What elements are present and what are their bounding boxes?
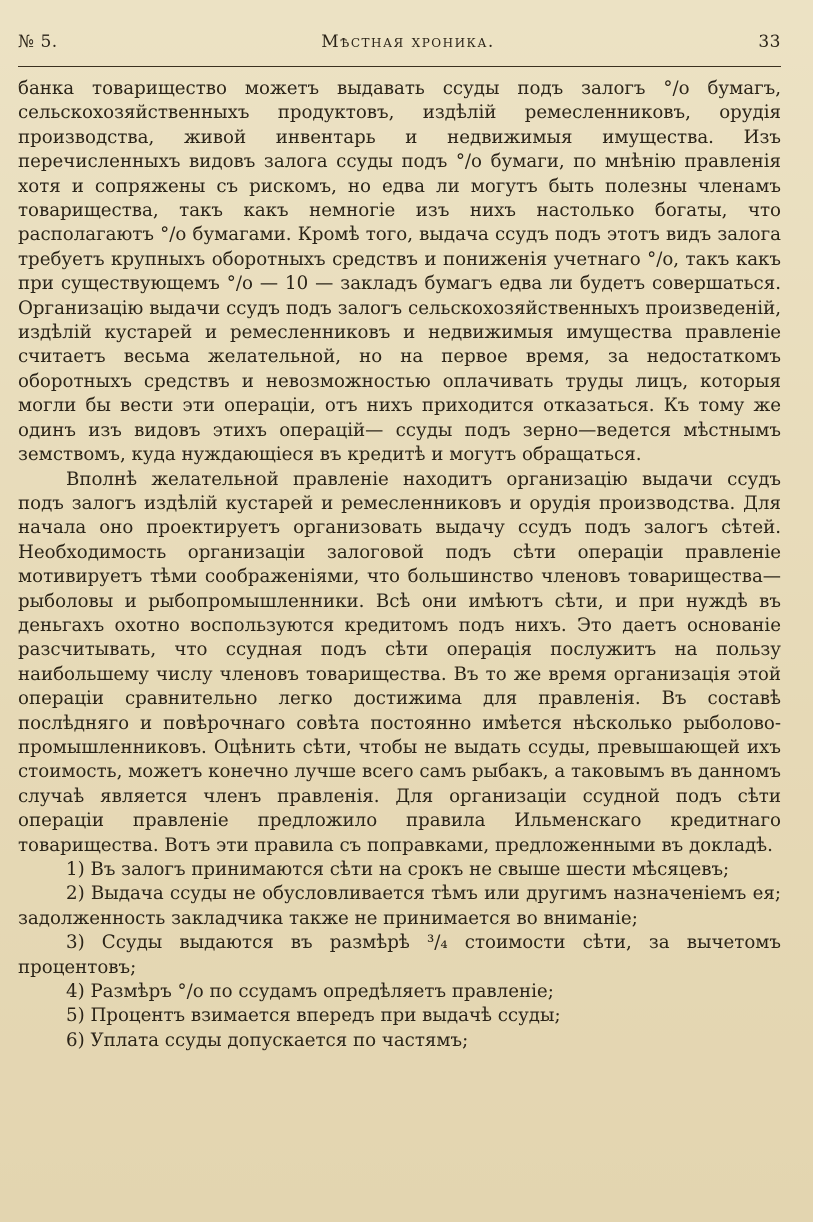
article-body xyxy=(18,77,781,1053)
section-title: Мѣстная хроника. xyxy=(321,32,495,52)
paragraph: Вполнѣ желательной правленіе находитъ организацію выдачи ссудъ подъ залогъ издѣлій кустарей и ремесленниковъ и орудія производства. Для начала оно проектируетъ организовать выдачу ссудъ подъ залогъ сѣтей. Необходимость организаціи залоговой подъ сѣти операціи правленіе мотивируетъ тѣми соображеніями, что большинство членовъ товарищества—рыболовы и рыбопромышленники. Всѣ они имѣютъ сѣти, и при нуждѣ въ деньгахъ охотно воспользуются кредитомъ подъ нихъ. Это даетъ основаніе разсчитывать, что ссудная подъ сѣти операція послужитъ на пользу наибольшему числу членовъ товарищества. Въ то же время организація этой операціи сравнительно легко достижима для правленія. Въ составѣ послѣдняго и повѣрочнаго совѣта постоянно имѣется нѣсколько рыболово-промышленниковъ. Оцѣнить сѣти, чтобы не выдать ссуды, превышающей ихъ стоимость, можетъ конечно лучше всего самъ рыбакъ, а таковымъ въ данномъ случаѣ является членъ правленія. Для организаціи ссудной подъ сѣти операціи правленіе предложило правила Ильменскаго кредитнаго товарищества. Вотъ эти правила съ поправками, предложенными въ докладѣ. xyxy=(18,468,781,856)
paragraph-continued: банка товарищество можетъ выдавать ссуды подъ залогъ °/о бумагъ, сельскохозяйственныхъ продуктовъ, издѣлій ремесленниковъ, орудія производства, живой инвентарь и недвижимыя имущества. Изъ перечисленныхъ видовъ залога ссуды подъ °/о бумаги, по мнѣнію правленія хотя и сопряжены съ рискомъ, но едва ли могутъ быть полезны членамъ товарищества, такъ какъ немногіе изъ нихъ настолько богаты, что располагаютъ °/о бумагами. Кромѣ того, выдача ссудъ подъ этотъ видъ залога требуетъ крупныхъ оборотныхъ средствъ и пониженія учетнаго °/о, такъ какъ при существующемъ °/о — 10 — закладъ бумагъ едва ли будетъ совершаться. Организацію выдачи ссудъ подъ залогъ сельскохозяйственныхъ произведеній, издѣлій кустарей и ремесленниковъ и недвижимыя имущества правленіе считаетъ весьма желательной, но на первое время, за недостаткомъ оборотныхъ средствъ и невозможностью оплачивать труды лицъ, которыя могли бы вести эти операціи, отъ нихъ приходится отказаться. Къ тому же одинъ изъ видовъ этихъ операцій— ссуды подъ зерно—ведется мѣстнымъ земствомъ, куда нуждающіеся въ кредитѣ и могутъ обращаться. xyxy=(18,78,781,466)
header-rule xyxy=(18,66,781,67)
rule-item: 5) Процентъ взимается впередъ при выдачѣ ссуды; xyxy=(66,1005,561,1027)
issue-number: № 5. xyxy=(18,32,58,52)
rule-item: 6) Уплата ссуды допускается по частямъ; xyxy=(66,1029,469,1051)
rule-item: 4) Размѣръ °/о по ссудамъ опредѣляетъ правленіе; xyxy=(66,981,554,1003)
rule-item: 3) Ссуды выдаются въ размѣрѣ ³/₄ стоимости сѣти, за вычетомъ процентовъ; xyxy=(18,932,781,978)
running-header xyxy=(18,30,781,62)
rule-item: 1) Въ залогъ принимаются сѣти на срокъ не свыше шести мѣсяцевъ; xyxy=(66,859,730,880)
page-number: 33 xyxy=(758,32,781,52)
rule-item: 2) Выдача ссуды не обусловливается тѣмъ или другимъ назначеніемъ ея; задолженность закладчика также не принимается во вниманіе; xyxy=(18,883,781,929)
